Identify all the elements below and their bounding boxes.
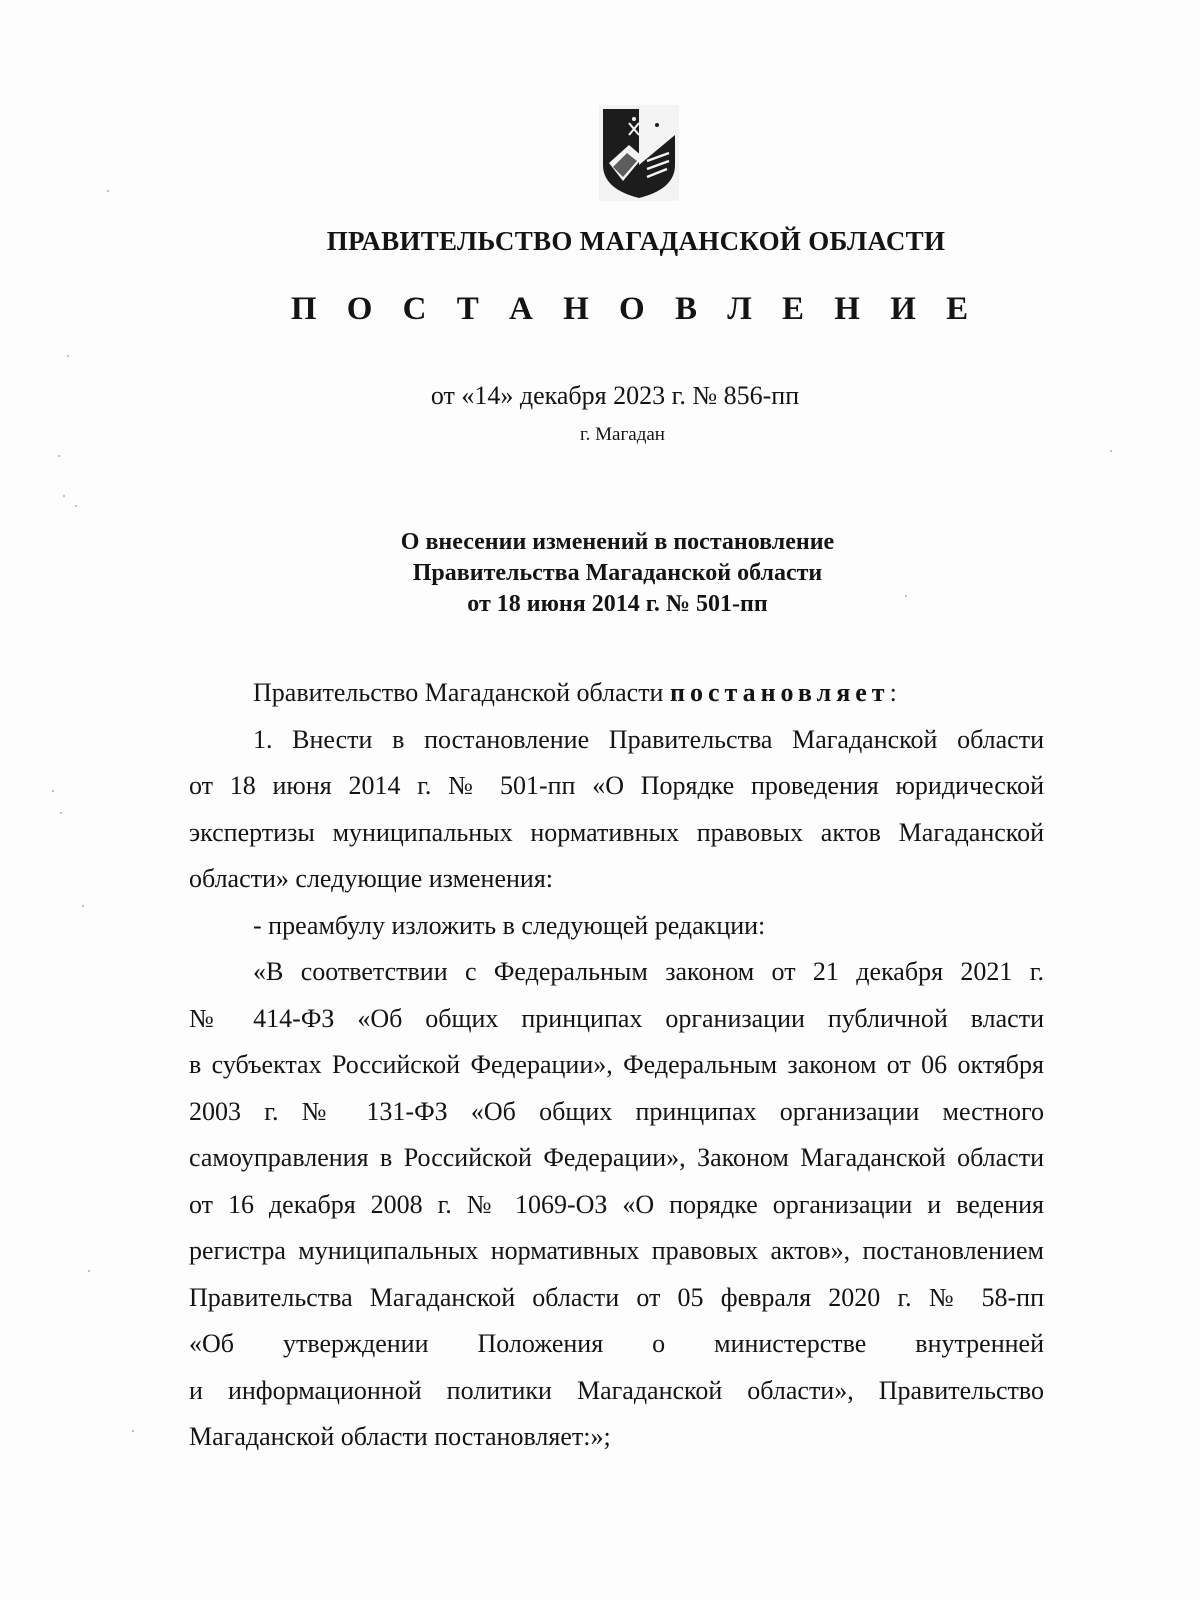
intro-prefix: Правительство Магаданской области — [253, 678, 670, 707]
paragraph-3-line: 2003 г. № 131-ФЗ «Об общих принципах организации местного — [189, 1096, 1044, 1126]
paragraph-3-line: «В соответствии с Федеральным законом от 21 декабря 2021 г. — [253, 957, 1044, 986]
government-title: ПРАВИТЕЛЬСТВО МАГАДАНСКОЙ ОБЛАСТИ — [326, 226, 946, 256]
scan-speck — [88, 1270, 90, 1272]
document-date-number: от «14» декабря 2023 г. № 856-пп — [430, 381, 800, 410]
paragraph-3-line: Правительства Магаданской области от 05 февраля 2020 г. № 58-пп — [189, 1282, 1044, 1312]
magadan-coat-of-arms-icon — [599, 105, 679, 201]
scan-speck — [107, 190, 109, 192]
paragraph-3-line: Магаданской области постановляет:»; — [189, 1422, 611, 1451]
paragraph-3-line: самоуправления в Российской Федерации», Законом Магаданской области — [189, 1143, 1044, 1172]
paragraph-1-line: области» следующие изменения: — [189, 864, 554, 893]
intro-suffix: : — [889, 678, 897, 707]
paragraph-3-line: № 414-ФЗ «Об общих принципах организации публичной власти — [189, 1003, 1044, 1033]
paragraph-3-line: от 16 декабря 2008 г. № 1069-ОЗ «О порядке организации и ведения — [189, 1189, 1044, 1219]
scan-speck — [52, 790, 54, 792]
scan-speck — [75, 505, 77, 507]
subject-line: Правительства Магаданской области — [412, 560, 823, 586]
subject-line: О внесении изменений в постановление — [400, 529, 835, 555]
document-subject — [0, 527, 1200, 620]
scan-speck — [67, 355, 69, 357]
intro-paragraph — [189, 670, 1044, 717]
subject-line: от 18 июня 2014 г. № 501-пп — [467, 591, 768, 617]
paragraph-3-line: и информационной политики Магаданской области», Правительство — [189, 1375, 1044, 1405]
scan-speck — [82, 905, 84, 907]
document-type-title: П О С Т А Н О В Л Е Н И Е — [290, 291, 980, 327]
paragraph-3-line: «Об утверждении Положения о министерстве внутренней — [189, 1329, 1044, 1358]
scan-speck — [1110, 450, 1112, 452]
scan-speck — [132, 1430, 134, 1432]
scan-speck — [58, 455, 60, 457]
paragraph-2: - преамбулу изложить в следующей редакции: — [253, 910, 766, 940]
document-city: г. Магадан — [580, 424, 665, 445]
scan-speck — [60, 812, 62, 814]
paragraph-1-line: экспертизы муниципальных нормативных правовых актов Магаданской — [189, 817, 1044, 847]
paragraph-3-line: в субъектах Российской Федерации», Федеральным законом от 06 октября — [189, 1050, 1044, 1079]
scan-speck — [63, 495, 65, 497]
paragraph-1-line: от 18 июня 2014 г. № 501-пп «О Порядке проведения юридической — [189, 771, 1044, 800]
intro-resolves: постановляет — [669, 678, 890, 707]
paragraph-1-line: 1. Внести в постановление Правительства Магаданской области — [253, 724, 1044, 754]
document-body — [189, 670, 1044, 1461]
paragraph-3-line: регистра муниципальных нормативных правовых актов», постановлением — [189, 1236, 1044, 1265]
